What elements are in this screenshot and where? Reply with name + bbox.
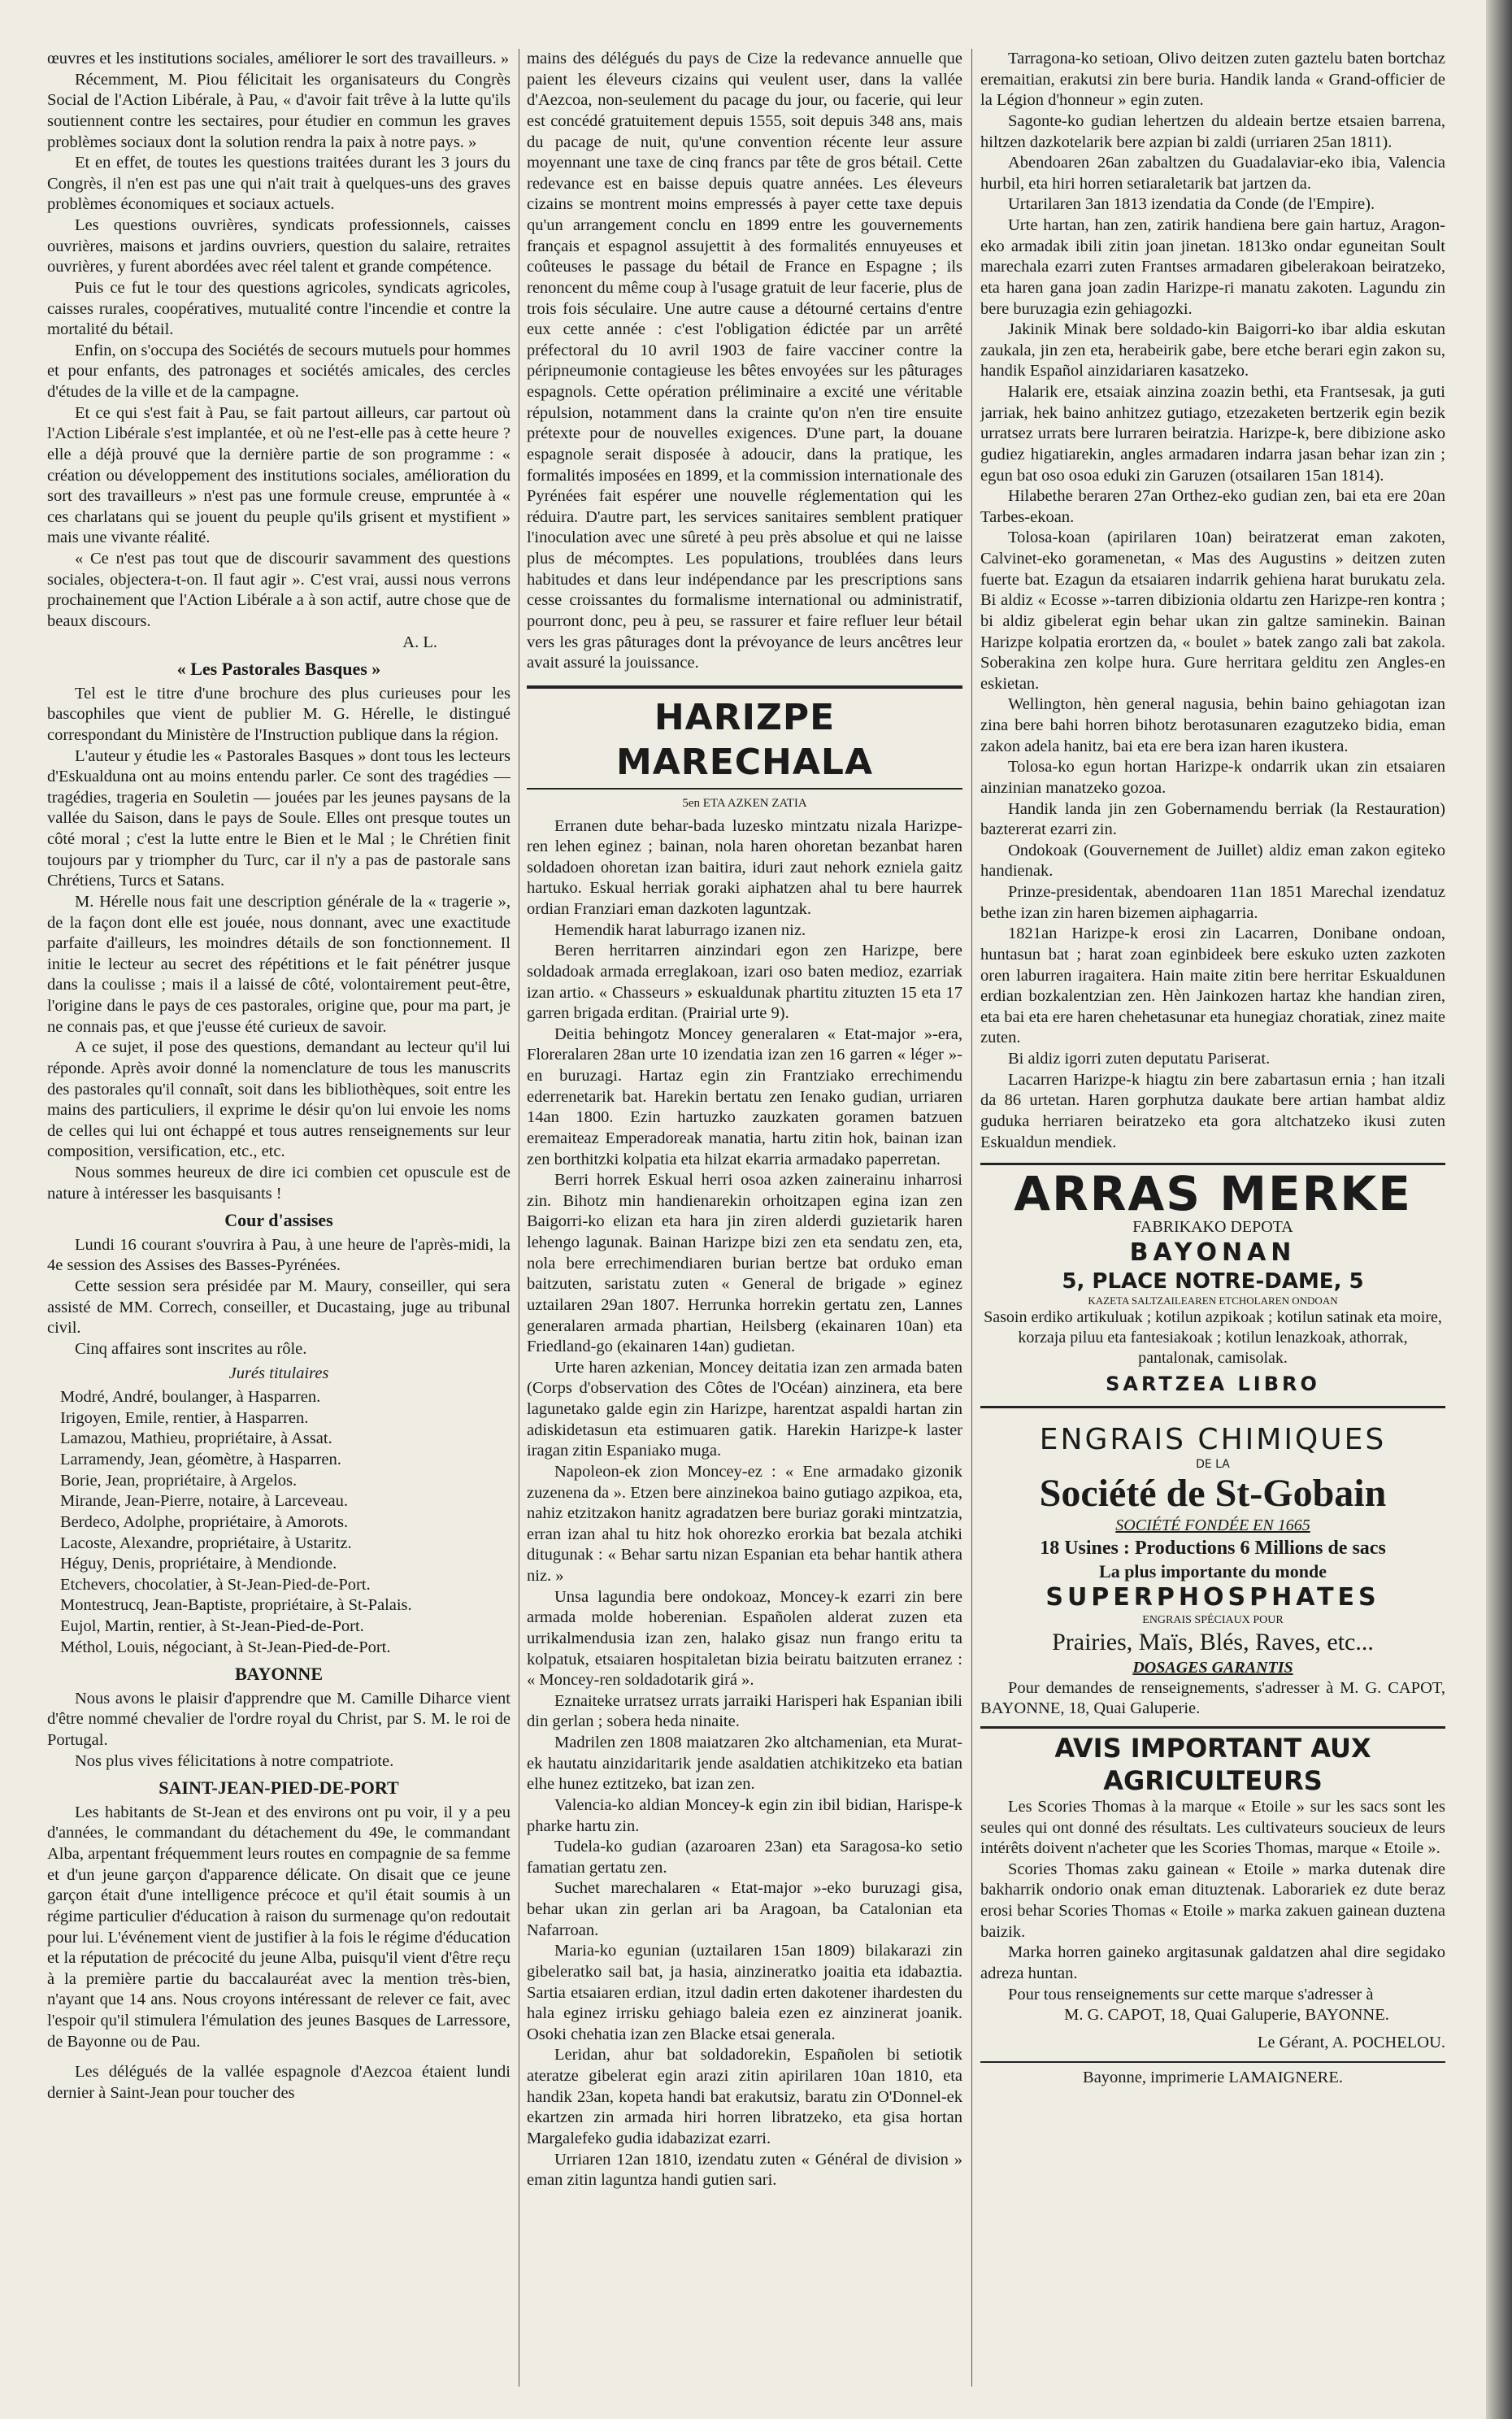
section-heading: BAYONNE [235, 1664, 323, 1685]
paragraph: Eznaiteke urratsez urrats jarraiki Harisperi hak Espanian ibili din gerlan ; sobera heda ninaite. [527, 1691, 962, 1731]
gerant-signature: Le Gérant, A. POCHELOU. [1257, 2033, 1445, 2051]
paragraph: Beren herritarren ainzindari egon zen Harizpe, bere soldadoak armada erreglakoan, izari oso baten medioz, ezarriak izan artio. « Chasseurs » eskualdunak phartitu zituzten 15 eta 17 garren brigada erditan. (Prairial urte 9). [527, 942, 962, 1023]
paragraph: Les questions ouvrières, syndicats professionnels, caisses ouvrières, maisons et jardins ouvriers, question du salaire, retraites ouvrières, y furent abordées avec réel talent et grande compétence. [47, 216, 511, 276]
column-2 [527, 49, 962, 2386]
article-headline: HARIZPE MARECHALA [527, 685, 962, 790]
juror-entry: Irigoyen, Emile, rentier, à Hasparren. [60, 1408, 309, 1427]
paragraph: Cinq affaires sont inscrites au rôle. [75, 1339, 307, 1358]
ad-dosages: DOSAGES GARANTIS [1132, 1658, 1293, 1677]
paragraph: Les Scories Thomas à la marque « Etoile » sur les sacs sont les seules qui ont donné des résultats. Les cultivateurs soucieux de leurs intérêts doivent n'acheter que les Scories Thomas, marque « Etoile ». [980, 1797, 1445, 1858]
paragraph: Nos plus vives félicitations à notre compatriote. [75, 1751, 394, 1770]
paragraph: Scories Thomas zaku gainean « Etoile » marka dutenak dire bakharrik ondorio onak eman dituztenak. Laborariek ez dute beraz erosi behar Scories Thomas « Etoile » marka zakuen gainean duztena baizik. [980, 1860, 1445, 1941]
paragraph: M. G. CAPOT, 18, Quai Galuperie, BAYONNE. [1064, 2006, 1389, 2025]
juror-entry: Méthol, Louis, négociant, à St-Jean-Pied-de-Port. [60, 1638, 391, 1656]
paragraph: M. Hérelle nous fait une description générale de la « tragerie », de la façon dont elle est jouée, nous donnant, avec une exactitude parfaite d'ailleurs, les moindres détails de son fonctionnement. Il initie le lecteur au secret des répétitions et le fait pénétrer jusque dans la coulisse ; mais il a laissé de côté, volontairement peut-être, l'origine dans le pays de ces pastorales, origine que, pour ma part, je ne connais pas, et que j'eusse été curieux de savoir. [47, 892, 511, 1036]
page-edge-shadow [1486, 0, 1512, 2419]
jury-list-title: Jurés titulaires [228, 1364, 329, 1382]
section-heading: SAINT-JEAN-PIED-DE-PORT [159, 1777, 399, 1799]
paragraph: Wellington, hèn general nagusia, behin baino gehiagotan izan zina bere bahi horren bihotz berotasunaren ezagutzeko bidia, eman zakon adela hanitz, bai eta ere bera izan haren ikustera. [980, 695, 1445, 755]
paragraph: Prinze-presidentak, abendoaren 11an 1851 Marechal izendatuz bethe izan zin haren bizemen aiphagarria. [980, 883, 1445, 922]
ad-title: ARRAS MERKE [1014, 1166, 1412, 1222]
juror-entry: Modré, André, boulanger, à Hasparren. [60, 1388, 321, 1407]
avis-heading: AVIS IMPORTANT AUX AGRICULTEURS [980, 1726, 1445, 1797]
paragraph: œuvres et les institutions sociales, améliorer le sort des travailleurs. » [47, 50, 510, 67]
juror-entry: Mirande, Jean-Pierre, notaire, à Larceveau. [60, 1492, 349, 1511]
juror-entry: Lamazou, Mathieu, propriétaire, à Assat. [60, 1429, 332, 1448]
paragraph: A ce sujet, il pose des questions, demandant au lecteur qu'il lui réponde. Après avoir donné la nomenclature de tous les manuscrits des pastorales qu'il connaît, soit dans les bibliothèques, soit entre les mains des particuliers, il exprime le désir qu'on lui envoie les noms de celles qui lui ont échappé et tous autres renseignements sur leur composition, versification, etc., etc. [47, 1038, 511, 1161]
ad-company-name: Société de St-Gobain [1039, 1471, 1387, 1515]
ad-de-la: DE LA [1196, 1458, 1230, 1472]
paragraph: Ondokoak (Gouvernement de Juillet) aldiz eman zakon egiteko handienak. [980, 841, 1445, 881]
paragraph: Récemment, M. Piou félicitait les organisateurs du Congrès Social de l'Action Libérale, à Pau, « d'avoir fait trêve à la lutte qu'ils soutiennent contre les sectaires, pour étudier en commun les graves problèmes sociaux dont la solution rendra la paix à notre pays. » [47, 70, 511, 151]
juror-entry: Larramendy, Jean, géomètre, à Hasparren. [60, 1451, 341, 1468]
advertisement-saint-gobain [980, 1406, 1445, 1720]
section-heading: « Les Pastorales Basques » [176, 659, 381, 680]
paragraph: Tarragona-ko setioan, Olivo deitzen zuten gaztelu baten bortchaz eremaitian, erakutsi zin bere buria. Handik landa « Grand-officier de la Légion d'honneur » egin zuten. [980, 50, 1445, 110]
paragraph: Enfin, on s'occupa des Sociétés de secours mutuels pour hommes et pour enfants, des patronages et sociétés amicales, des cercles d'études de la ville et de la campagne. [47, 341, 511, 401]
paragraph: Leridan, ahur bat soldadorekin, Españolen bi setiotik ateratze gibelerat egin arazi zitin apirilaren 10an 1810, eta handik 23an, kopeta handi bat erakutsiz, baratu zin O'Donnel-ek ekartzen zin armada hiri horren libratzeko, eta gisa hortan Margalefeko gudia idabazizat ezarri. [527, 2046, 962, 2147]
column-1 [47, 49, 511, 2386]
paragraph: Lacarren Harizpe-k hiagtu zin bere zabartasun ernia ; han itzali da 86 urtetan. Haren gorphutza daukate bere artian hambat aldiz guduka herriaren beiratzeko eta gora altchatzeko ikusi zuten Eskualdun mendiek. [980, 1070, 1445, 1151]
paragraph: Valencia-ko aldian Moncey-k egin zin ibil bidian, Harispe-k pharke hartu zin. [527, 1795, 962, 1835]
section-heading: Cour d'assises [224, 1210, 333, 1231]
paragraph: Hemendik harat laburrago izanen niz. [554, 920, 806, 939]
paragraph: Urte haren azkenian, Moncey deitatia izan zen armada baten (Corps d'observation des Côtes de l'Océan) ainzinera, eta bere lagunetako galde egin zin Harizpe, harentzat aspaldi hartan zin adiskidetasun eta estimuaren gatik. Harekin Harizpe-k laster iragan zitin Espaniako muga. [527, 1358, 962, 1460]
juror-entry: Héguy, Denis, propriétaire, à Mendionde. [60, 1555, 337, 1573]
juror-entry: Berdeco, Adolphe, propriétaire, à Amorots. [60, 1512, 349, 1531]
paragraph: Les délégués de la vallée espagnole d'Aezcoa étaient lundi dernier à Saint-Jean pour toucher des [47, 2063, 511, 2102]
paragraph: Handik landa jin zen Gobernamendu berriak (la Restauration) baztererat ezarri zin. [980, 799, 1445, 839]
paragraph: Lundi 16 courant s'ouvrira à Pau, à une heure de l'après-midi, la 4e session des Assises des Basses-Pyrénées. [47, 1235, 511, 1275]
paragraph: Bi aldiz igorri zuten deputatu Pariserat. [1008, 1050, 1271, 1068]
paragraph: Madrilen zen 1808 maiatzaren 2ko altchamenian, eta Murat-ek hautatu ainzidaritarik jende asaldatien atchikitzeko eta batian elhe hunez eztitzeko, bat izan zen. [527, 1734, 962, 1794]
paragraph: mains des délégués du pays de Cize la redevance annuelle que paient les éleveurs cizains qui veulent user, dans la vallée d'Aezcoa, non-seulement du pacage du jour, ou facerie, qui leur est concédé gratuitement depuis 1555, soit depuis 348 ans, mais du pacage de nuit, qu'une convention récente leur assure moyennant une taxe de cinq francs par tête de gros bétail. Cette redevance est en baisse depuis quatre années. Les éleveurs cizains se montrent moins empressés à payer cette taxe depuis qu'un arrangement conclu en 1899 entre les gouvernements français et espagnol assujettit à des formalités ennuyeuses et coûteuses le passage du bétail de France en Espagne ; ils renoncent du même coup à l'usage gratuit de leur facerie, plus de trois fois séculaire. Une autre cause a détourné certains d'entre eux cette année : c'est l'obligation édictée par un arrêté préfectoral du 10 avril 1903 de faire vacciner contre la péripneumonie contagieuse les bêtes envoyées sur les pâturages espagnols. Cette opération préliminaire a excité une véritable répulsion, notamment dans la crainte qu'on n'en tire ensuite prétexte pour de nouvelles exigences. D'une part, la douane espagnole serait disposée à adoucir, dans la pratique, les formalités imposées en 1899, et la commission internationale des Pyrénées fait espérer une nouvelle réglementation qui les réduira. D'autre part, les services sanitaires semblent pratiquer l'inoculation avec une sûreté à peu près absolue et qui ne laisse plus de mécomptes. Les populations, troublées dans leurs habitudes et dans leur indépendance par les prescriptions sans cesse croissantes du formalisme international ou administratif, pourront donc, peu à peu, se rassurer et faire refluer leur bétail vers les gras pâturages dont la prévoyance de leurs ancêtres leur avait assuré la jouissance. [527, 50, 962, 672]
paragraph: Tolosa-koan (apirilaren 10an) beiratzerat eman zakoten, Calvinet-eko goramenetan, « Mas des Augustins » deitzen zuten fuerte bat. Ezagun da etsaiaren indarrik gehiena harat burukatu zela. Bi aldiz « Ecosse »-tarren dibizionia oldartu zen Harizpe-ren kontra ; bi aldiz gibelerat egin behar ukan zin galtze saminekin. Bainan Harizpe kolpatia erortzen da, « boulet » batek zango zali bat zakola. Soberakina zen kolpe hura. Gure herritara gelditu zen Angles-en eskietan. [980, 529, 1445, 693]
paragraph: Puis ce fut le tour des questions agricoles, syndicats agricoles, caisses rurales, coopératives, mutualité contre l'incendie et contre la mortalité du bétail. [47, 278, 511, 339]
paragraph: Napoleon-ek zion Moncey-ez : « Ene armadako gizonik zuzenena da ». Etzen bere ainzinekoa baino gutiago azpikoa, eta, nahiz etzitzakon hanitz agradatzen bere buriaz goraki mintzatzia, erran izan ahal tu hitz hok ohorezko erorkia bat bezala atchiki ditugunak : « Behar sartu nizan Espanian eta behar hantik athera niz. » [527, 1462, 962, 1585]
juror-entry: Borie, Jean, propriétaire, à Argelos. [60, 1471, 298, 1490]
ad-usines: 18 Usines : Productions 6 Millions de sacs [1040, 1537, 1386, 1559]
column-3 [980, 49, 1445, 2386]
ad-founded: SOCIÉTÉ FONDÉE EN 1665 [1115, 1516, 1310, 1534]
paragraph: Et en effet, de toutes les questions traitées durant les 3 jours du Congrès, il n'en est pas une qui n'ait trait à quelques-uns des graves problèmes économiques et sociaux actuels. [47, 154, 511, 214]
paragraph: « Ce n'est pas tout que de discourir savamment des questions sociales, objectera-t-on. Il faut agir ». C'est vrai, aussi nous verrons prochainement que l'Action Libérale a à son actif, autre chose que de beaux discours. [47, 550, 511, 630]
paragraph: Urte hartan, han zen, zatirik handiena bere gain hartuz, Aragon-eko armadak ibili zitin joan jinetan. 1813ko ondar eguneitan Soult marechala ezarri zuten Frantses armadaren gibelerakoan beiratzeko, eta haren gana joan zadin Harizpe-ri manatu zakoten. Lagundu zin bere buruzagia ezin gehiagozki. [980, 216, 1445, 318]
paragraph: L'auteur y étudie les « Pastorales Basques » dont tous les lecteurs d'Eskualduna ont au moins entendu parler. Ce sont des tragédies — tragédies, trageria en Souletin — jouées par les jeunes paysans de la vallée du Saison, dans le pays de Soule. Elles ont presque toutes un côté moral ; c'est la lutte entre le Bien et le Mal ; le Chrétien finit toujours par y triompher du Turc, car il n'y a pas de pastorale sans Chrétiens, Turcs et Satans. [47, 746, 511, 890]
paragraph: Tel est le titre d'une brochure des plus curieuses pour les bascophiles que vient de publier M. G. Hérelle, le distingué correspondant du Ministère de l'Instruction publique dans la région. [47, 684, 511, 744]
paragraph: Urtarilaren 3an 1813 izendatia da Conde (de l'Empire). [1008, 195, 1375, 214]
ad-world: La plus importante du monde [1099, 1560, 1327, 1581]
paragraph: Halarik ere, etsaiak ainzina zoazin bethi, eta Frantsesak, ja guti jarriak, hek baino anhitzez gutiago, etzezaketen bertzerik egin bezik urratsez urrats bere lurraren beiratzia. Harizpe-k, bere dibizione asko gudiez higatiarekin, angles armadaren indarra jasan behar izan zin ; egun bat oso osoa eduki zin Garuzen (otsailaren 15an 1814). [980, 383, 1445, 485]
jury-list [47, 1387, 511, 1658]
paragraph: Marka horren gaineko argitasunak galdatzen ahal dire segidako adreza huntan. [980, 1943, 1445, 1982]
paragraph: Nous avons le plaisir d'apprendre que M. Camille Diharce vient d'être nommé chevalier de l'ordre royal du Christ, par S. M. le roi de Portugal. [47, 1689, 511, 1749]
paragraph: Et ce qui s'est fait à Pau, se fait partout ailleurs, car partout où l'Action Libérale s'est implantée, et où ne l'est-elle pas à cette heure ? elle a déjà prouvé que la dernière partie de son programme : « création ou développement des institutions sociales, amélioration du sort des travailleurs » n'est pas une formule creuse, empruntée à « ces charlatans qui se jouent du peuple qu'ils grisent et mystifient » mais une vivante réalité. [47, 403, 511, 547]
ad-superphosphates: SUPERPHOSPHATES [1045, 1583, 1380, 1612]
ad-note: KAZETA SALTZAILEAREN ETCHOLAREN ONDOAN [1088, 1294, 1338, 1307]
paragraph: Unsa lagundia bere ondokoaz, Moncey-k ezarri zin bere armada molde hoberenian. Españolen alderat zuzen eta urrikalmendusia izan zen, halako gisaz nun frango eritu ta kolpatuk, etsaiaren hospitaletan bizia beiratu baitzuten erranez : « Moncey-ren soldadotarik girá ». [527, 1587, 962, 1690]
ad-address: 5, PLACE NOTRE-DAME, 5 [1062, 1268, 1364, 1294]
ad-body: Sasoin erdiko artikuluak ; kotilun azpikoak ; kotilun satinak eta moire, korzaja piluu eta fantesiakoak ; kotilun lenazkoak, athorrak, pantalonak, camisolak. [984, 1308, 1442, 1368]
juror-entry: Montestrucq, Jean-Baptiste, propriétaire, à St-Palais. [60, 1596, 412, 1615]
column-rule [971, 49, 972, 2386]
paragraph: Deitia behingotz Moncey generalaren « Etat-major »-era, Floreralaren 28an urte 10 izendatia izan zen 16 garren « léger »-en buruzagi. Hartaz egin zin Frantziako errechimendu ederrenetarik bat. Harekin bertatu zen Ienako gudian, urriaren 14an 1800. Ezin hartuzko zauzkaten goramen batzuen eremaiteaz Emperadoreak manatia, hartu zitin hok, bainan izan zen borthitzki kolpatia eta hilzat ekarria armadako paperretan. [527, 1025, 962, 1168]
paragraph: Suchet marechalaren « Etat-major »-eko buruzagi gisa, behar ukan zin gerlan ari ba Aragoan, ba Catalonian eta Nafarroan. [527, 1879, 962, 1939]
juror-entry: Lacoste, Alexandre, propriétaire, à Ustaritz. [60, 1534, 352, 1552]
juror-entry: Etchevers, chocolatier, à St-Jean-Pied-de-Port. [60, 1575, 371, 1594]
ad-crops: Prairies, Maïs, Blés, Raves, etc... [1052, 1629, 1374, 1656]
ad-footer: SARTZEA LIBRO [1106, 1373, 1320, 1396]
paragraph: Erranen dute behar-bada luzesko mintzatu nizala Harizpe-ren lehen eginez ; bainan, nola haren ohoretan bezanbat haren soldadoen ohoretan izan baitira, iduri zaut nehork ezniela gaitz hartuko. Eskual herriak goraki aiphatzen ahal tu bere haurrek ordian Franziari eman dazkoten laguntzak. [527, 816, 962, 918]
paragraph: Berri horrek Eskual herri osoa azken zainerainu inharrosi zin. Bihotz min handienarekin orhoitzapen egina izan zen Baigorri-ko elizan eta hara jin ziren alderdi guzietarik haren lehengo lagunak. Bainan Harizpe bizi zen eta sendatu zen, eta, nola bere errechimendiaren burian bertze bat orduko eman baitzuten, saristatu zuten « General de brigade » eginez uztailaren 29an 1807. Herrunka horrekin gertatu zen, Lannes generalaren armada phartian, Heilsberg (ekainaren 10an) eta Friedland-go (ekainaren 14an) gudietan. [527, 1171, 962, 1356]
advertisement-arras-merke [980, 1163, 1445, 1396]
paragraph: Nous sommes heureux de dire ici combien cet opuscule est de nature à intéresser les basquisants ! [47, 1164, 511, 1203]
paragraph: Tolosa-ko egun hortan Harizpe-k ondarrik ukan zin etsaiaren ainzinian manatzeko gozoa. [980, 758, 1445, 797]
article-subheading: 5en ETA AZKEN ZATIA [682, 796, 807, 810]
paragraph: Urriaren 12an 1810, izendatu zuten « Général de division » eman zitin laguntza handi gutien sari. [527, 2150, 962, 2190]
paragraph: Pour tous renseignements sur cette marque s'adresser à [1008, 1985, 1374, 2004]
ad-arc-title: ENGRAIS CHIMIQUES [1039, 1423, 1387, 1457]
juror-entry: Eujol, Martin, rentier, à St-Jean-Pied-de-Port. [60, 1617, 364, 1635]
ad-special: ENGRAIS SPÉCIAUX POUR [1142, 1613, 1284, 1626]
paragraph: Sagonte-ko gudian lehertzen du aldeain bertze etsaien barrena, hiltzen dazkotelarik bere azpian bi zaldi (urriaren 25an 1811). [980, 111, 1445, 151]
paragraph: Jakinik Minak bere soldado-kin Baigorri-ko ibar aldia eskutan zaukala, jin zen eta, herabeirik gabe, bere etche berari egin zakon su, handik Español ainzidariaren kasatzeko. [980, 320, 1445, 381]
paragraph: Maria-ko egunian (uztailaren 15an 1809) bilakarazi zin gibeleratko sail bat, ja hasia, ainzineratko joaitia eta idabaztia. Sartia etsaiaren erdian, itzul dadin erten dakotener ihardesten du hala eginez irrisku gehiago baleia ezen ez ainzinerat joanik. Osoki chehatia izan zen Blacke etsai generala. [527, 1942, 962, 2043]
imprint: Bayonne, imprimerie LAMAIGNERE. [980, 2061, 1445, 2089]
author-signature: A. L. [402, 633, 437, 651]
paragraph: Hilabethe beraren 27an Orthez-eko gudian zen, bai eta ere 20an Tarbes-ekoan. [980, 487, 1445, 526]
ad-city: BAYONAN [1129, 1238, 1297, 1268]
ad-line: FABRIKAKO DEPOTA [1132, 1218, 1293, 1237]
paragraph: 1821an Harizpe-k erosi zin Lacarren, Donibane ondoan, huntasun bat ; harat zoan eginbideek bere eskuko uzten zazkoten oren laburren iragaitera. Hain maite zitin bere herritar Eskualdunen erdian bozkalentzian zen. Hèn Jainkozen hartaz khe handian ziren, eta bai eta ere haren chehetasunar eta hunegiaz choratiak, zinez maite zuten. [980, 925, 1445, 1047]
paragraph: Abendoaren 26an zabaltzen du Guadalaviar-eko ibia, Valencia hurbil, eta hiri horren setiaraletarik bat jartzen da. [980, 154, 1445, 193]
paragraph: Les habitants de St-Jean et des environs ont pu voir, il y a peu d'années, le commandant du détachement du 49e, le commandant Alba, arpentant fréquemment leurs routes en compagnie de sa femme et d'un jeune garçon d'apparence délicate. On disait que ce jeune garçon était d'une intelligence précoce et qu'il était soumis à un régime particulier d'éducation à raison du surmenage qu'on redoutait pour lui. L'événement vient de justifier à la fois le régime d'éducation et la réputation de précocité du jeune Alba, puisqu'il vient d'être reçu à la première partie du baccalauréat avec la mention très-bien, n'ayant que 14 ans. Nous croyons intéressant de relever ce fait, avec l'espoir qu'il stimulera l'émulation des jeunes Basques de Larressore, de Bayonne ou de Pau. [47, 1803, 511, 2051]
ad-contact: Pour demandes de renseignements, s'adresser à M. G. CAPOT, BAYONNE, 18, Quai Galuperie. [980, 1678, 1445, 1718]
paragraph: Tudela-ko gudian (azaroaren 23an) eta Saragosa-ko setio famatian gertatu zen. [527, 1838, 962, 1877]
paragraph: Cette session sera présidée par M. Maury, conseiller, qui sera assisté de MM. Correch, conseiller, et Ducastaing, juge au tribunal civil. [47, 1277, 511, 1338]
